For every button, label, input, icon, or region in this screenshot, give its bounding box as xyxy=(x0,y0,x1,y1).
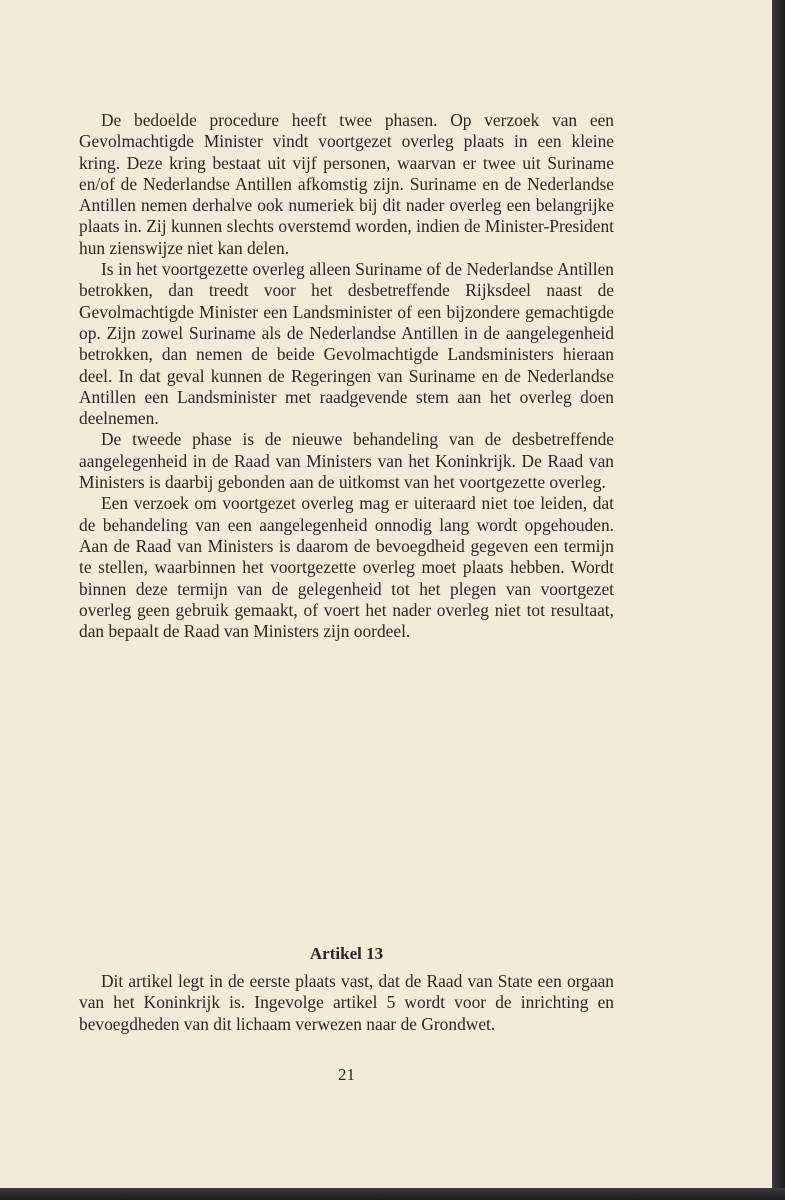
page-number: 21 xyxy=(338,1065,355,1084)
scan-edge-right xyxy=(772,0,785,1200)
paragraph-4: Een verzoek om voortgezet overleg mag er uiteraard niet toe leiden, dat de behandeling van een aangelegenheid onnodig lang wordt opgehouden. Aan de Raad van Ministers is daarom de bevoegdheid gegeven een termijn te stellen, waarbinnen het voortgezette overleg moet plaats hebben. Wordt binnen deze termijn van de gelegenheid tot het plegen van voortgezet overleg geen gebruik gemaakt, of voert het nader overleg niet tot resultaat, dan bepaalt de Raad van Ministers zijn oordeel. xyxy=(79,493,614,642)
paragraph-3: De tweede phase is de nieuwe behandeling van de desbetreffende aangelegenheid in de Raad van Ministers van het Koninkrijk. De Raad van Ministers is daarbij gebonden aan de uitkomst van het voortgezette overleg. xyxy=(79,429,614,493)
paragraph-1: De bedoelde procedure heeft twee phasen. Op verzoek van een Gevolmachtigde Minister vindt voortgezet overleg plaats in een kleine kring. Deze kring bestaat uit vijf personen, waarvan er twee uit Suriname en/of de Nederlandse Antillen afkomstig zijn. Suriname en de Nederlandse Antillen nemen derhalve ook numeriek bij dit nader overleg een belangrijke plaats in. Zij kunnen slechts overstemd worden, indien de Minister-President hun zienswijze niet kan delen. xyxy=(79,110,614,258)
paragraph-2: Is in het voortgezette overleg alleen Suriname of de Nederlandse Antillen betrokken, dan treedt voor het desbetreffende Rijksdeel naast de Gevolmachtigde Minister een Landsminister of een bijzondere gemachtigde op. Zijn zowel Suriname als de Nederlandse Antillen in de aangelegenheid betrokken, dan nemen de beide Gevolmachtigde Landsministers hieraan deel. In dat geval kunnen de Regeringen van Suriname en de Nederlandse Antillen een Landsminister met raadgevende stem aan het overleg doen deelnemen. xyxy=(79,259,614,429)
body-text xyxy=(79,110,614,642)
article-text-block xyxy=(79,971,614,1035)
scan-edge-bottom xyxy=(0,1188,785,1200)
article-paragraph: Dit artikel legt in de eerste plaats vast, dat de Raad van State een orgaan van het Koninkrijk is. Ingevolge artikel 5 wordt voor de inrichting en bevoegdheden van dit lichaam verwezen naar de Grondwet. xyxy=(79,971,614,1034)
article-heading: Artikel 13 xyxy=(309,944,384,963)
